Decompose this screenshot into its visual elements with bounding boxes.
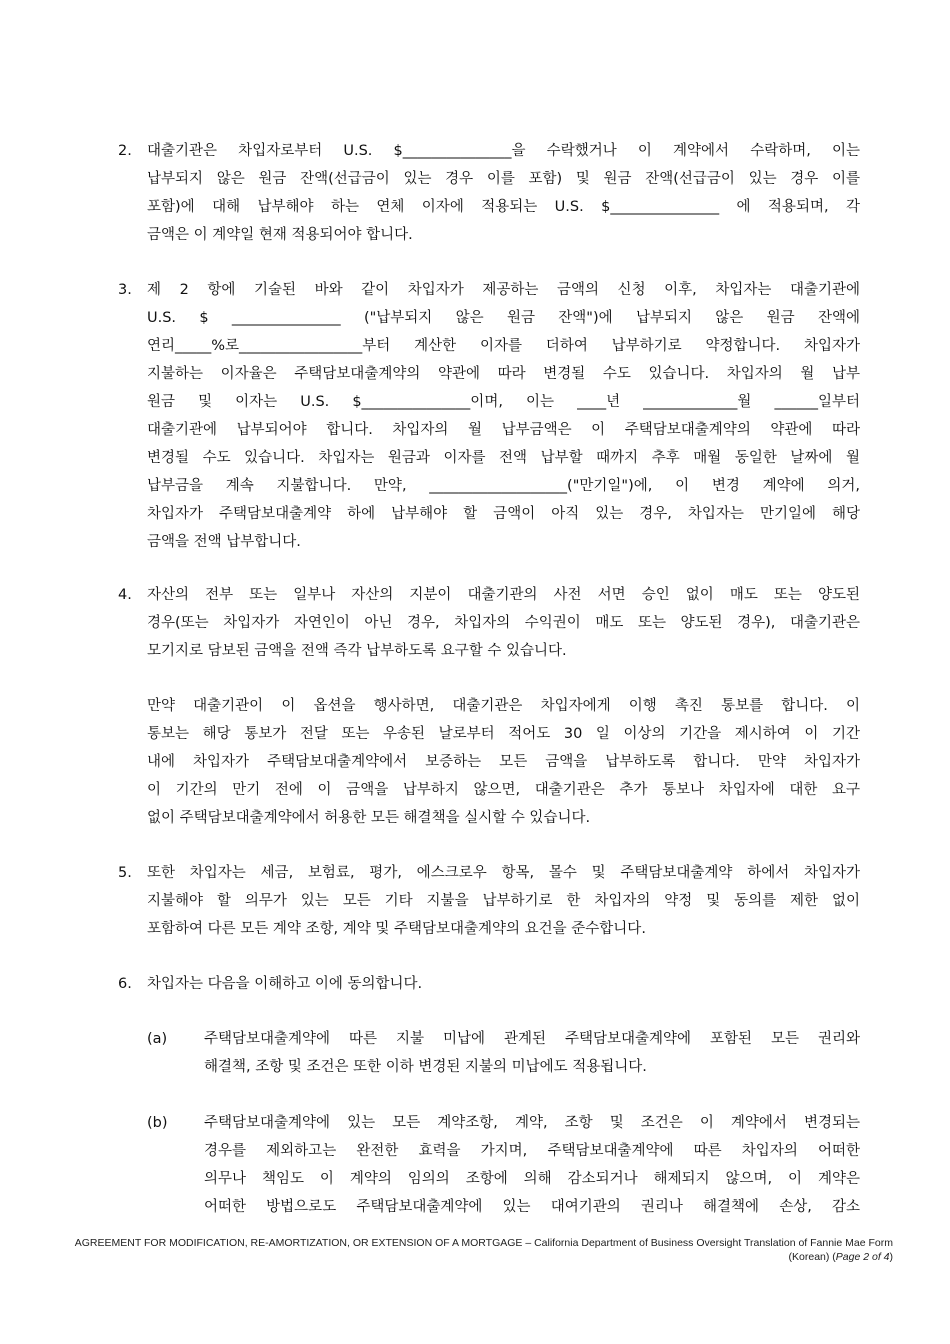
text-line: 경우를 제외하고는 완전한 효력을 가지며, 주택담보대출계약에 따른 차입자의 어떠한 (204, 1143, 860, 1159)
section-3 (118, 276, 860, 556)
text-line: 원금 및 이자는 U.S. $_______________이며, 이는 ____년 _____________월 ______일부터 (147, 394, 860, 410)
text-line: 어떠한 방법으로도 주택담보대출계약에 있는 대여기관의 권리나 해결책에 손상, 감소 (204, 1199, 860, 1215)
section-number: 2. (118, 143, 132, 159)
section-2 (118, 137, 860, 249)
text-line: 제 2 항에 기술된 바와 같이 차입자가 제공하는 금액의 신청 이후, 차입자는 대출기관에 (147, 282, 860, 298)
text-line: 변경될 수도 있습니다. 차입자는 원금과 이자를 전액 납부할 때까지 추후 매월 동일한 날짜에 월 (147, 450, 860, 466)
section-2-text (147, 137, 860, 249)
section-4-paragraph-2 (118, 692, 860, 832)
text-line: 차입자는 다음을 이해하고 이에 동의합니다. (147, 976, 423, 992)
item-a-text (204, 1025, 860, 1081)
text-line: 주택담보대출계약에 있는 모든 계약조항, 계약, 조항 및 조건은 이 계약에서 변경되는 (204, 1115, 860, 1131)
section-number: 6. (118, 976, 132, 992)
footer-language: (Korean) ( (788, 1251, 836, 1263)
text-line: 차입자가 주택담보대출계약 하에 납부해야 할 금액이 아직 있는 경우, 차입자는 만기일에 해당 (147, 506, 860, 522)
text-line: 자산의 전부 또는 일부나 자산의 지분이 대출기관의 사전 서면 승인 없이 매도 또는 양도된 (147, 587, 860, 603)
section-6 (118, 970, 860, 998)
text-line: 해결책, 조항 및 조건은 또한 이하 변경된 지불의 미납에도 적용됩니다. (204, 1059, 647, 1075)
page-footer (53, 1236, 893, 1264)
footer-close: ) (889, 1251, 893, 1263)
item-label: (a) (147, 1031, 168, 1047)
text-line: 모기지로 담보된 금액을 전액 즉각 납부하도록 요구할 수 있습니다. (147, 643, 567, 659)
section-4-text (147, 581, 860, 665)
text-line: 납부되지 않은 원금 잔액(선급금이 있는 경우 이를 포함) 및 원금 잔액(선급금이 있는 경우 이를 (147, 171, 860, 187)
text-line: U.S. $ _______________ ("납부되지 않은 원금 잔액")에 납부되지 않은 원금 잔액에 (147, 310, 860, 326)
text-line: 금액은 이 계약일 현재 적용되어야 합니다. (147, 227, 413, 243)
text-line: 금액을 전액 납부합니다. (147, 534, 301, 550)
text-line: 대출기관에 납부되어야 합니다. 차입자의 월 납부금액은 이 주택담보대출계약의 약관에 따라 (147, 422, 860, 438)
section-number: 4. (118, 587, 132, 603)
text-line: 만약 대출기관이 이 옵션을 행사하면, 대출기관은 차입자에게 이행 촉진 통보를 합니다. 이 (147, 698, 860, 714)
footer-page-line (53, 1250, 893, 1264)
text-line: 의무나 책임도 이 계약의 임의의 조항에 의해 감소되거나 해제되지 않으며, 이 계약은 (204, 1171, 860, 1187)
item-label: (b) (147, 1115, 168, 1131)
section-number: 3. (118, 282, 132, 298)
section-3-text (147, 276, 860, 556)
text-line: 경우(또는 차입자가 자연인이 아닌 경우, 차입자의 수익권이 매도 또는 양도된 경우), 대출기관은 (147, 615, 860, 631)
text-line: 지불해야 할 의무가 있는 모든 기타 지불을 납부하기로 한 차입자의 약정 및 동의를 제한 없이 (147, 893, 860, 909)
section-6-item-b (147, 1109, 860, 1221)
text-line: 포함)에 대해 납부해야 하는 연체 이자에 적용되는 U.S. $_______________ 에 적용되며, 각 (147, 199, 860, 215)
section-6-intro (147, 970, 860, 998)
section-5-text (147, 859, 860, 943)
section-5 (118, 859, 860, 943)
text-line: 내에 차입자가 주택담보대출계약에서 보증하는 모든 금액을 납부하도록 합니다. 만약 차입자가 (147, 754, 860, 770)
text-line: 또한 차입자는 세금, 보험료, 평가, 에스크로우 항목, 몰수 및 주택담보대출계약 하에서 차입자가 (147, 865, 860, 881)
text-line: 납부금을 계속 지불합니다. 만약, ___________________("만기일")에, 이 변경 계약에 의거, (147, 478, 860, 494)
text-line: 대출기관은 차입자로부터 U.S. $_______________을 수락했거나 이 계약에서 수락하며, 이는 (147, 143, 860, 159)
section-4-para2-text (147, 692, 860, 832)
text-line: 지불하는 이자율은 주택담보대출계약의 약관에 따라 변경될 수도 있습니다. 차입자의 월 납부 (147, 366, 860, 382)
text-line: 이 기간의 만기 전에 이 금액을 납부하지 않으면, 대출기관은 추가 통보나 차입자에 대한 요구 (147, 782, 860, 798)
text-line: 통보는 해당 통보가 전달 또는 우송된 날로부터 적어도 30 일 이상의 기간을 제시하여 이 기간 (147, 726, 860, 742)
text-line: 연리_____%로_________________부터 계산한 이자를 더하여 납부하기로 약정합니다. 차입자가 (147, 338, 860, 354)
section-6-item-a (147, 1025, 860, 1081)
text-line: 포함하여 다른 모든 계약 조항, 계약 및 주택담보대출계약의 요건을 준수합니다. (147, 921, 646, 937)
text-line: 주택담보대출계약에 따른 지불 미납에 관계된 주택담보대출계약에 포함된 모든 권리와 (204, 1031, 860, 1047)
text-line: 없이 주택담보대출계약에서 허용한 모든 해결책을 실시할 수 있습니다. (147, 810, 591, 826)
item-b-text (204, 1109, 860, 1221)
page-number: Page 2 of 4 (835, 1251, 890, 1263)
section-number: 5. (118, 865, 132, 881)
section-4 (118, 581, 860, 665)
footer-title: AGREEMENT FOR MODIFICATION, RE-AMORTIZATION, OR EXTENSION OF A MORTGAGE – California Department of Business Oversight Translation of Fannie Mae Form (74, 1237, 893, 1249)
